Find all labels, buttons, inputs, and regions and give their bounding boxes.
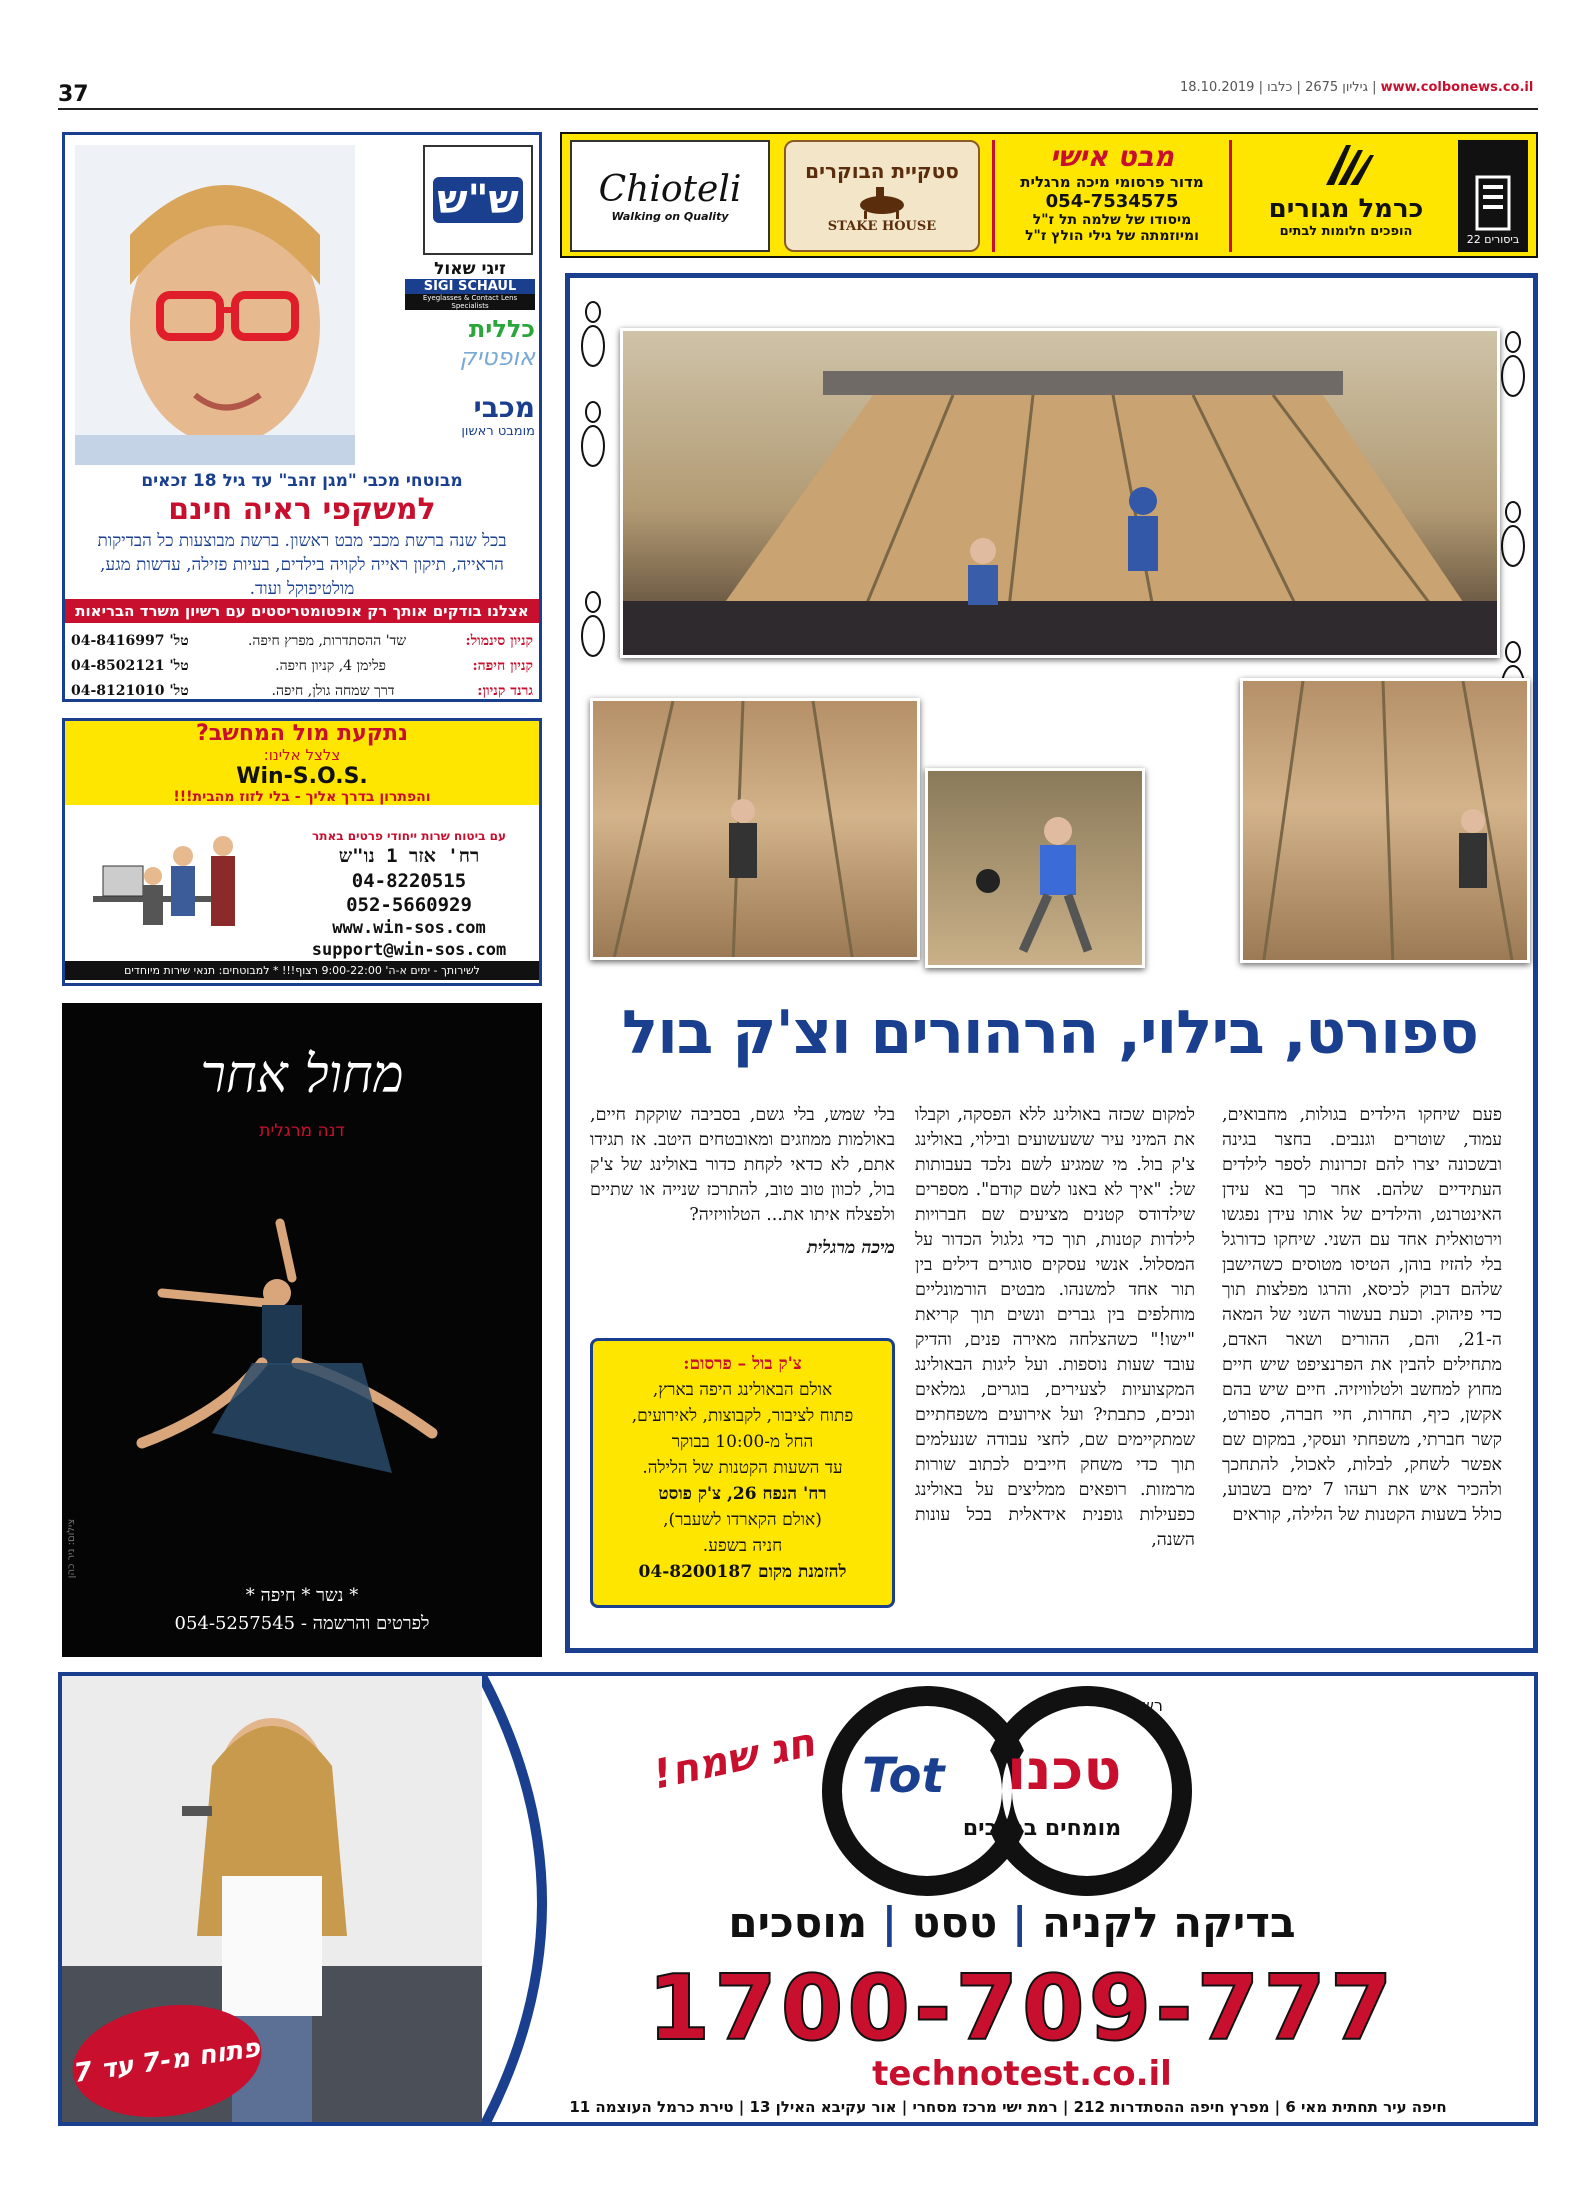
bowling-pin-icon — [580, 398, 606, 468]
building-icon — [1473, 173, 1513, 233]
chioteli-ad[interactable]: Chioteli Walking on Quality — [570, 140, 770, 252]
branch-row: קניון חיפה: פלימן 4, קניון חיפה. טל' 04-8502121 — [71, 658, 533, 674]
article-column-left: בלי שמש, בלי גשם, בסביבה שוקקת חיים, באולמות ממוזגים ומאובטחים היטב. אז תגידו אתם, לא כדאי לקחת כדור באולינג של צ'ק בול, לכוון טוב טוב, להתרכז שנייה או שתיים ולפצלח איתו את... הטלוויזיה? מיכה מרגלית — [590, 1103, 895, 1261]
article-box — [565, 273, 1538, 1653]
article-column-right: פעם שיחקו הילדים בגולות, מחבואים, עמוד, שוטרים וגנבים. בחצר בגינה ובשכונה יצרו להם זכרונות לספר לילדים העתידיים שלהם. אחר כך בא עידן האינטרנט, והילדים של אותו עידן נפגשו וירטואלית אחד עם השני. שיחקו כדורגל בלי להזיז בוהן, הטיסו מטוסים כשהישבן שלהם דבוק לכיסא, והרגו מפלצות תוך כדי פיהוק. וכעת בעשור השני של המאה ה-21, והם, ההורים ושאר האדם, מתחילים להבין את הפרנציפט שיש חיים מחוץ למחשב ולטלוויזיה. חיים שיש בהם אקשן, כיף, תחרות, חיי חברה, ספורט, קשר חברתי, משפחתי ועסקי, במקום שם אפשר לשחק, לבלות, לאכול, להתחכך ולהכיר איש את רעהו 7 ימים בשבוע, כולל בשעות הקטנות של הלילה, קוראים — [1222, 1105, 1502, 1525]
technotest-logo: רשת Tot טכנו מומחים ברכבים — [822, 1686, 1192, 1896]
branch-row: גרנד קניון: דרך שמחה גולן, חיפה. טל' 04-8121010 — [71, 683, 533, 699]
cowboy-horse-icon — [852, 183, 912, 219]
sigi-logo-mark: ש"ש — [433, 177, 523, 223]
services-line: בדיקה לקניה | טסט | מוסכים — [728, 1898, 1296, 1947]
sos-footer: לשירותך - ימים א-ה' 9:00-22:00 רצוף!!! * למבוטחים: תנאי שירות מיוחדים — [65, 961, 539, 980]
office-workers-illustration — [73, 826, 273, 966]
service-test: טסט — [911, 1898, 998, 1947]
bowling-hall-photo — [620, 328, 1500, 658]
bowling-pin-icon — [580, 298, 606, 368]
info-box: צ'ק בול – פרסום: אולם הבאולינג היפה בארץ, פתוח לציבור, לקבוצות, לאירועים, החל מ-10:00 בבוקר עד השעות הקטנות של הלילה. רח' הנפח 26, צ'ק פוסט (אולם הקארדו לשעבר), חניה בשפע. להזמנת מקום 04-8200187 — [590, 1338, 895, 1608]
sos-contact: עם ביטוח שרות ייחודי פרטים באתר רח' אזר 1 נו"ש 04-8220515 052-5660929 www.win-sos.com support@win-sos.com — [280, 829, 538, 961]
win-sos-ad[interactable] — [62, 718, 542, 986]
dancer-photo — [102, 1183, 502, 1533]
bowling-photo-left — [590, 698, 920, 960]
photo-credit: צילום: ניר כהן — [66, 1518, 78, 1579]
optics-ad[interactable] — [62, 132, 542, 702]
bowling-pin-icon — [1500, 498, 1526, 568]
lanes-drawing — [623, 331, 1500, 658]
sos-web-link[interactable]: www.win-sos.com — [332, 918, 486, 938]
dance-title: מחול אחר — [200, 1045, 404, 1105]
dance-contact: לפרטים והרשמה - 054-5257545 — [174, 1613, 430, 1634]
top-ads-row — [560, 132, 1538, 258]
page-number: 37 — [58, 82, 89, 107]
sigi-schaul-brand: זיגי שאול SIGI SCHAUL Eyeglasses & Contact Lens Specialists — [405, 259, 535, 310]
sos-email-link[interactable]: support@win-sos.com — [311, 940, 507, 960]
bowling-photo-right — [1240, 678, 1530, 963]
branch-list — [71, 629, 533, 704]
dance-ad[interactable] — [62, 1003, 542, 1657]
bowler-photo — [925, 768, 1145, 968]
article-column-middle: למקום שכזה באולינג ללא הפסקה, וקבלו את המיני עיר ששעשועים ובילוי, באולינג צ'ק בול. מי שמגיע לשם נלכד בעבותות של: "איך לא באנו לשם קודם". מספרים שילדודס קטנים מציעים שם חברויות לילדות קטנות, תוך כדי גלגול הכדור על המסלול. אנשי עסקים סוגרים דילים בין תור אחד למשנהו. מבטים הורמונליים מוחלפים בין גברים ונשים תוך קריאת "ישו!" כשהצלחה מאירה פנים, והדיק עובד שעות נוספות. ועל ליגות הבאולינג המקצועיות לצעירים, בוגרים, גמלאים ונכים, כתבתי? ועל אירועים משפחתיים שמתקיימים שם, לחצי עבודה שנעלמים תוך כדי משחק חייבים לכתוב שורות מרמזות. רופאים ממליצים על באולינג כפעילות גופנית אידאלית בכל עונות השנה, — [915, 1105, 1195, 1550]
article-headline: ספורט, בילוי, הרהורים וצ'ק בול — [621, 998, 1479, 1068]
phone-number[interactable]: 1700-709-777 — [647, 1956, 1397, 2061]
open-hours-badge: פתוח מ-7 עד 7 — [65, 1993, 268, 2126]
greeting: חג שמח! — [649, 1719, 819, 1799]
header-info: 18.10.2019 | גיליון 2675 | כלבו | www.colbonews.co.il — [1180, 80, 1534, 95]
optics-bar: אצלנו בודקים אותך רק אופטומטריסטים עם רשיון משרד הבריאות — [65, 599, 539, 623]
technotest-ad[interactable] — [58, 1672, 1538, 2126]
wing-logo-icon — [1316, 140, 1376, 190]
klalit-logo: כללית אופטיק — [459, 315, 535, 371]
bowling-pin-icon — [580, 588, 606, 658]
branch-row: קניון סינמול: שד' ההסתדרות, מפרץ חיפה. טל' 04-8416997 — [71, 633, 533, 649]
site-link[interactable]: www.colbonews.co.il — [1380, 80, 1534, 95]
sos-header: נתקעת מול המחשב? צלצל אלינו: Win-S.O.S. והפתרון בדרך אליך - בלי לזוז מהבית!!! — [65, 721, 539, 805]
dance-name: דנה מרגלית — [259, 1121, 345, 1141]
personal-view-ad: מבט אישי מדור פרסומי מיכה מרגלית 054-7534575 מיסודו של שלמה תל ז"ל ומיוזמתה של גילי הולץ ז"ל — [992, 140, 1232, 252]
service-garages: מוסכים — [728, 1898, 868, 1947]
girl-with-glasses-illustration — [75, 145, 355, 465]
article-author: מיכה מרגלית — [807, 1238, 895, 1258]
branches-line: חיפה עיר תחתית מאי 6 | מפרץ חיפה ההסתדרות 212 | רמת ישי מרכז מסחרי | אור עקיבא האילן 13 | טירת כרמל העוצמה 11 — [569, 2098, 1447, 2116]
sigi-schaul-logo — [423, 145, 533, 255]
steakhouse-ad[interactable]: סטקיית הבוקרים STAKE HOUSE — [784, 140, 980, 252]
carmel-ad[interactable]: כרמל מגורים הופכים חלומות לבתים — [1246, 140, 1446, 252]
website-link[interactable]: technotest.co.il — [872, 2054, 1172, 2094]
service-purchase-check: בדיקה לקניה — [1041, 1898, 1296, 1947]
dance-location: * נשר * חיפה * — [245, 1585, 359, 1606]
bowling-pin-icon — [1500, 328, 1526, 398]
optics-copy: מבוטחי מכבי "מגן זהב" עד גיל 18 זכאים למשקפי ראיה חינם בכל שנה ברשת מכבי מבט ראשון. ברשת מבוצעות כל הבדיקות הראייה, תיקון ראייה לקויה בילדים, בעיות פזילה, עדשות מגע, מולטיפוקל ועוד. — [97, 471, 507, 599]
building-logo: ביסורים 22 — [1458, 140, 1528, 252]
header-rule — [58, 108, 1538, 110]
maccabi-logo: מכבי מומבט ראשון — [461, 391, 535, 439]
